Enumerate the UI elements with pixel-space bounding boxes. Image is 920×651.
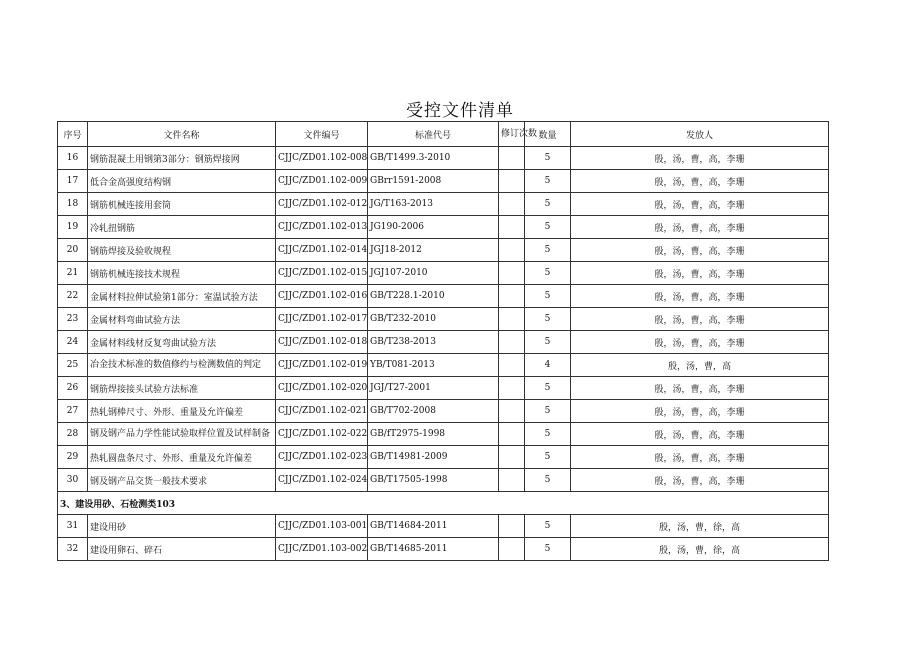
row-revision-count [499, 469, 525, 492]
row-file-code: CJJC/ZD01.102-021 [276, 400, 368, 423]
row-recipients: 殷，汤，曹，高，李珊 [571, 400, 829, 423]
row-revision-count [499, 239, 525, 262]
row-recipients: 殷，汤，曹，高，李珊 [571, 308, 829, 331]
row-standard-code: GB/T702-2008 [368, 400, 499, 423]
row-standard-code: JGJ18-2012 [368, 239, 499, 262]
row-seq: 25 [58, 354, 88, 377]
table-row [58, 239, 829, 262]
row-recipients: 殷，汤，曹，高，李珊 [571, 193, 829, 216]
section-heading: 3、建设用砂、石检测类103 [58, 492, 829, 515]
row-file-name: 热轧圆盘条尺寸、外形、重量及允许偏差 [88, 446, 276, 469]
row-file-name: 金属材料拉伸试验第1部分：室温试验方法 [88, 285, 276, 308]
row-file-name: 钢筋机械连接技术规程 [88, 262, 276, 285]
row-file-code: CJJC/ZD01.102-016 [276, 285, 368, 308]
row-file-name: 钢及钢产品力学性能试验取样位置及试样制备 [88, 423, 276, 446]
row-standard-code: GB/T228.1-2010 [368, 285, 499, 308]
table-row [58, 446, 829, 469]
section-row [58, 492, 829, 515]
row-revision-count [499, 170, 525, 193]
table-row [58, 216, 829, 239]
row-revision-count [499, 331, 525, 354]
document-title: 受控文件清单 [406, 101, 514, 121]
row-seq: 18 [58, 193, 88, 216]
row-standard-code: JGJ107-2010 [368, 262, 499, 285]
row-file-name: 钢筋机械连接用套筒 [88, 193, 276, 216]
table-header-row [58, 122, 829, 147]
row-quantity: 5 [525, 446, 571, 469]
row-revision-count [499, 262, 525, 285]
row-quantity: 4 [525, 354, 571, 377]
row-seq: 26 [58, 377, 88, 400]
row-seq: 20 [58, 239, 88, 262]
header-name: 文件名称 [88, 122, 276, 147]
row-revision-count [499, 423, 525, 446]
row-quantity: 5 [525, 216, 571, 239]
row-file-code: CJJC/ZD01.102-009 [276, 170, 368, 193]
row-file-code: CJJC/ZD01.102-020 [276, 377, 368, 400]
row-quantity: 5 [525, 262, 571, 285]
row-file-code: CJJC/ZD01.102-023 [276, 446, 368, 469]
header-code: 文件编号 [276, 122, 368, 147]
row-standard-code: GB/fT2975-1998 [368, 423, 499, 446]
row-quantity: 5 [525, 239, 571, 262]
row-recipients: 殷，汤，曹，高 [571, 354, 829, 377]
row-file-name: 钢及钢产品交货一般技术要求 [88, 469, 276, 492]
table-body [58, 147, 829, 561]
row-quantity: 5 [525, 285, 571, 308]
row-standard-code: JG/T163-2013 [368, 193, 499, 216]
row-quantity: 5 [525, 469, 571, 492]
row-standard-code: JG190-2006 [368, 216, 499, 239]
table-row [58, 262, 829, 285]
row-quantity: 5 [525, 538, 571, 561]
header-std: 标准代号 [368, 122, 499, 147]
header-seq: 序号 [58, 122, 88, 147]
row-quantity: 5 [525, 331, 571, 354]
row-revision-count [499, 216, 525, 239]
row-seq: 32 [58, 538, 88, 561]
controlled-files-table [57, 121, 829, 561]
row-revision-count [499, 446, 525, 469]
row-file-code: CJJC/ZD01.102-017 [276, 308, 368, 331]
row-quantity: 5 [525, 308, 571, 331]
table-row [58, 170, 829, 193]
row-seq: 28 [58, 423, 88, 446]
row-seq: 19 [58, 216, 88, 239]
row-revision-count [499, 193, 525, 216]
row-recipients: 殷，汤，曹，高，李珊 [571, 377, 829, 400]
table-row [58, 423, 829, 446]
row-standard-code: GB/T1499.3-2010 [368, 147, 499, 170]
row-file-name: 冷轧扭钢筋 [88, 216, 276, 239]
row-file-name: 钢筋焊接及验收规程 [88, 239, 276, 262]
row-quantity: 5 [525, 515, 571, 538]
row-recipients: 殷，汤，曹，高，李珊 [571, 423, 829, 446]
row-quantity: 5 [525, 377, 571, 400]
table-row [58, 515, 829, 538]
row-seq: 30 [58, 469, 88, 492]
row-seq: 24 [58, 331, 88, 354]
row-quantity: 5 [525, 170, 571, 193]
row-revision-count [499, 400, 525, 423]
row-revision-count [499, 515, 525, 538]
row-standard-code: GBrr1591-2008 [368, 170, 499, 193]
row-file-name: 建设用砂 [88, 515, 276, 538]
row-file-code: CJJC/ZD01.102-008 [276, 147, 368, 170]
header-recipients: 发放人 [571, 122, 829, 147]
row-file-code: CJJC/ZD01.103-001 [276, 515, 368, 538]
row-quantity: 5 [525, 423, 571, 446]
row-recipients: 殷，汤，曹，高，李珊 [571, 262, 829, 285]
table-row [58, 469, 829, 492]
row-file-code: CJJC/ZD01.102-014 [276, 239, 368, 262]
row-file-name: 金属材料弯曲试验方法 [88, 308, 276, 331]
row-file-name: 钢筋焊接接头试验方法标准 [88, 377, 276, 400]
row-file-name: 金属材料线材反复弯曲试验方法 [88, 331, 276, 354]
row-recipients: 殷，汤，曹，徐，高 [571, 515, 829, 538]
row-seq: 31 [58, 515, 88, 538]
row-file-name: 低合金高强度结构钢 [88, 170, 276, 193]
table-row [58, 285, 829, 308]
row-standard-code: GB/T14684-2011 [368, 515, 499, 538]
row-standard-code: JGJ/T27-2001 [368, 377, 499, 400]
row-file-code: CJJC/ZD01.103-002 [276, 538, 368, 561]
table-row [58, 193, 829, 216]
row-recipients: 殷，汤，曹，高，李珊 [571, 147, 829, 170]
row-file-name: 冶金技术标准的数值修约与检测数值的判定 [88, 354, 276, 377]
row-standard-code: GB/T14981-2009 [368, 446, 499, 469]
row-file-code: CJJC/ZD01.102-015 [276, 262, 368, 285]
row-file-name: 建设用卵石、碎石 [88, 538, 276, 561]
row-revision-count [499, 354, 525, 377]
table-row [58, 538, 829, 561]
row-revision-count [499, 147, 525, 170]
row-file-name: 钢筋混凝土用钢第3部分：钢筋焊接网 [88, 147, 276, 170]
row-quantity: 5 [525, 400, 571, 423]
table-row [58, 400, 829, 423]
row-seq: 22 [58, 285, 88, 308]
row-recipients: 殷，汤，曹，高，李珊 [571, 239, 829, 262]
row-revision-count [499, 308, 525, 331]
row-recipients: 殷，汤，曹，高，李珊 [571, 446, 829, 469]
table-row [58, 308, 829, 331]
row-standard-code: GB/T238-2013 [368, 331, 499, 354]
header-revision: 修订次数 [499, 122, 525, 147]
row-recipients: 殷，汤，曹，高，李珊 [571, 170, 829, 193]
row-file-code: CJJC/ZD01.102-024 [276, 469, 368, 492]
row-file-code: CJJC/ZD01.102-013 [276, 216, 368, 239]
row-standard-code: GB/T14685-2011 [368, 538, 499, 561]
table-row [58, 354, 829, 377]
row-recipients: 殷，汤，曹，徐，高 [571, 538, 829, 561]
row-revision-count [499, 377, 525, 400]
row-recipients: 殷，汤，曹，高，李珊 [571, 216, 829, 239]
row-seq: 16 [58, 147, 88, 170]
table-row [58, 331, 829, 354]
row-file-code: CJJC/ZD01.102-022 [276, 423, 368, 446]
table-row [58, 377, 829, 400]
row-revision-count [499, 538, 525, 561]
row-seq: 29 [58, 446, 88, 469]
row-recipients: 殷，汤，曹，高，李珊 [571, 331, 829, 354]
table-row [58, 147, 829, 170]
row-seq: 17 [58, 170, 88, 193]
row-seq: 23 [58, 308, 88, 331]
row-standard-code: GB/T232-2010 [368, 308, 499, 331]
row-file-name: 热轧钢棒尺寸、外形、重量及允许偏差 [88, 400, 276, 423]
row-standard-code: YB/T081-2013 [368, 354, 499, 377]
row-standard-code: GB/T17505-1998 [368, 469, 499, 492]
row-quantity: 5 [525, 147, 571, 170]
row-file-code: CJJC/ZD01.102-012 [276, 193, 368, 216]
row-revision-count [499, 285, 525, 308]
row-seq: 21 [58, 262, 88, 285]
row-file-code: CJJC/ZD01.102-019 [276, 354, 368, 377]
row-seq: 27 [58, 400, 88, 423]
row-file-code: CJJC/ZD01.102-018 [276, 331, 368, 354]
row-recipients: 殷，汤，曹，高，李珊 [571, 285, 829, 308]
header-qty: 数量 [525, 122, 571, 147]
row-recipients: 殷，汤，曹，高，李珊 [571, 469, 829, 492]
row-quantity: 5 [525, 193, 571, 216]
